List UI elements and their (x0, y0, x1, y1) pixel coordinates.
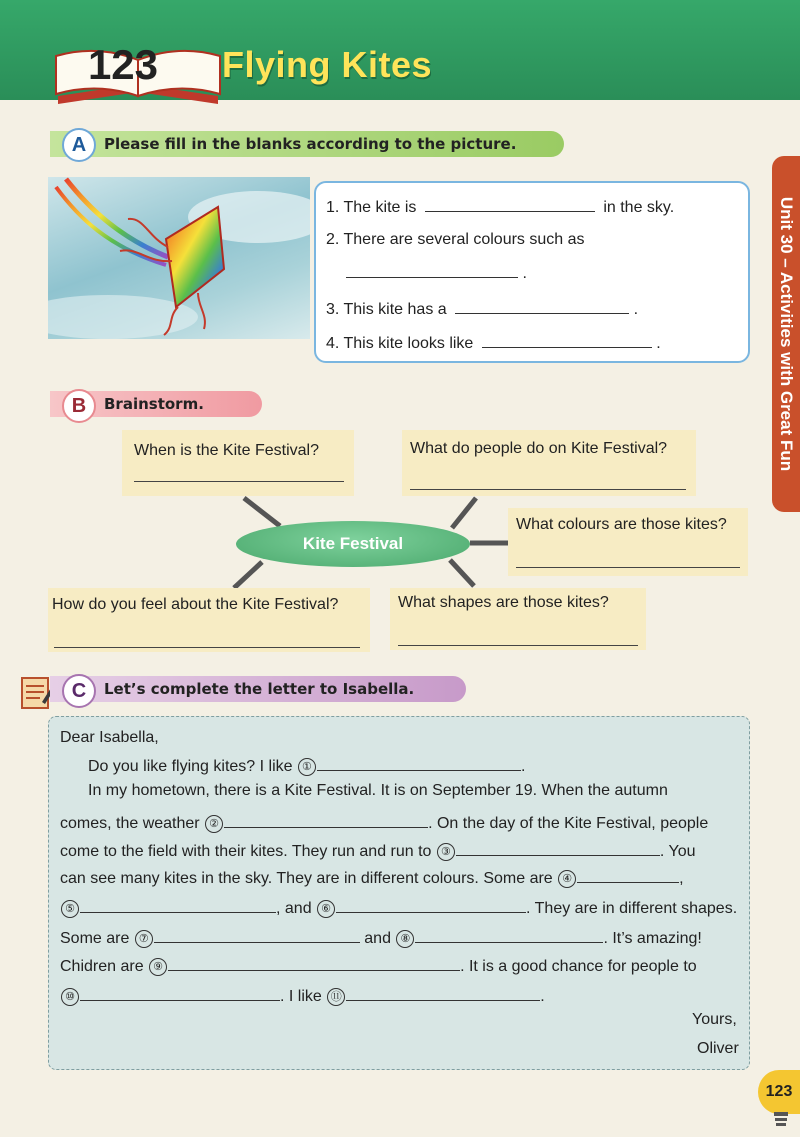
answer-line-feelings[interactable] (54, 646, 360, 648)
answer-line-colours[interactable] (516, 566, 740, 568)
section-b-instruction: Brainstorm. (104, 395, 204, 413)
letter-line-3: comes, the weather ② . On the day of the Kite Festival, people (60, 815, 709, 832)
letter-line-7: Some are ⑦ and ⑧ . It’s amazing! (60, 930, 702, 947)
mindmap-center: Kite Festival (236, 521, 470, 567)
page-title: Flying Kites (222, 44, 433, 85)
letter-blank-7[interactable] (154, 928, 360, 943)
answer-line-when[interactable] (134, 480, 344, 482)
unit-label: Unit 30 – Activities with Great Fun (777, 196, 796, 472)
question-1: 1. The kite is in the sky. (326, 199, 675, 216)
letter-closing: Yours, (692, 1011, 737, 1028)
section-c-instruction: Let’s complete the letter to Isabella. (104, 680, 415, 698)
brainstorm-note-when: When is the Kite Festival? (122, 430, 354, 496)
brainstorm-note-activities: What do people do on Kite Festival? (402, 430, 696, 496)
section-a-instruction: Please fill in the blanks according to the picture. (104, 135, 517, 153)
letter-blank-9[interactable] (168, 956, 460, 971)
question-4: 4. This kite looks like . (326, 335, 661, 352)
question-2-blank-line: . (346, 263, 527, 283)
brainstorm-note-shapes: What shapes are those kites? (390, 588, 646, 650)
bulb-icon (770, 1112, 792, 1134)
letter-line-2: In my hometown, there is a Kite Festival. It is on September 19. When the autumn (88, 782, 668, 799)
lesson-number: 123 (87, 41, 159, 88)
letter-line-8: Chidren are ⑨ . It is a good chance for people to (60, 958, 697, 975)
question-3: 3. This kite has a . (326, 301, 639, 318)
section-c-letter: C (62, 674, 96, 708)
section-a-letter: A (62, 128, 96, 162)
letter-blank-4[interactable] (577, 868, 679, 883)
letter-blank-10[interactable] (80, 986, 280, 1001)
letter-blank-3[interactable] (456, 841, 660, 856)
answer-line-activities[interactable] (410, 488, 686, 490)
letter-blank-5[interactable] (80, 898, 276, 913)
letter-line-6: ⑤ , and ⑥ . They are in different shapes. (60, 898, 737, 918)
page-number: 123 (758, 1070, 800, 1114)
letter-line-4: come to the field with their kites. They run and run to ③ . You (60, 843, 696, 860)
answer-line-shapes[interactable] (398, 644, 638, 646)
section-b-letter: B (62, 389, 96, 423)
letter-blank-1[interactable] (317, 756, 521, 771)
letter-signature: Oliver (697, 1040, 739, 1057)
letter-line-1: Do you like flying kites? I like ① . (88, 758, 526, 775)
letter-line-5: can see many kites in the sky. They are in different colours. Some are ④ , (60, 870, 684, 887)
letter-greeting: Dear Isabella, (60, 729, 159, 746)
brainstorm-note-feelings: How do you feel about the Kite Festival? (48, 588, 370, 652)
letter-line-9: ⑩ . I like ⑪ . (60, 986, 545, 1006)
question-2: 2. There are several colours such as (326, 231, 585, 248)
letter-blank-8[interactable] (415, 928, 603, 943)
letter-blank-2[interactable] (224, 813, 428, 828)
brainstorm-note-colours: What colours are those kites? (508, 508, 748, 576)
letter-blank-6[interactable] (336, 898, 526, 913)
letter-blank-11[interactable] (346, 986, 540, 1001)
